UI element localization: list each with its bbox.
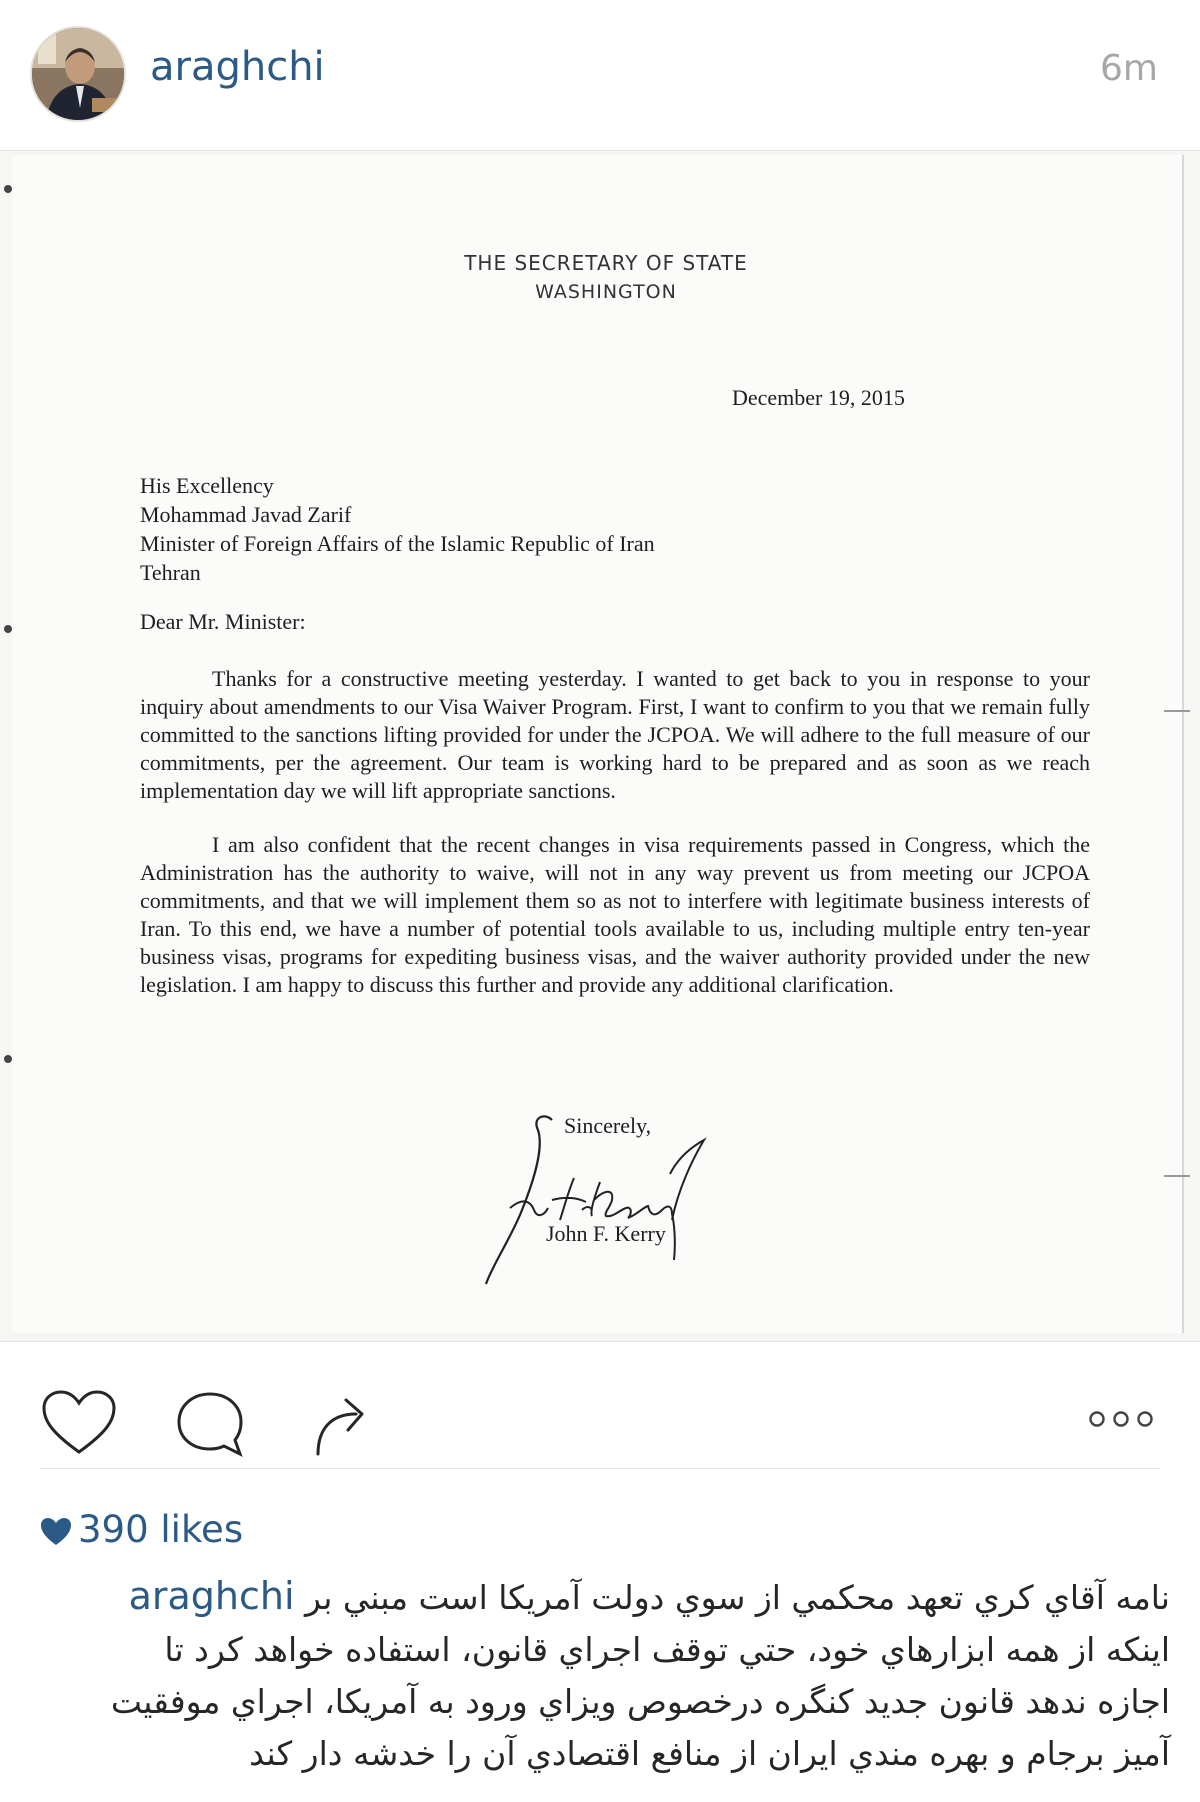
- letter-paragraph-1: Thanks for a constructive meeting yesterday. I wanted to get back to you in response to your inquiry about amendments to our Visa Waiver Program. First, I want to confirm to you that we remain fully committed to the sanctions lifting provided for under the JCPOA. We will adhere to the full measure of our commitments, per the agreement. Our team is working hard to be prepared and as soon as we reach implementation day we will lift appropriate sanctions.: [140, 666, 1090, 803]
- post-header: [0, 0, 1200, 150]
- letter-document: [12, 155, 1182, 1333]
- scan-edge-mark: [4, 625, 12, 633]
- address-line: Minister of Foreign Affairs of the Islamic Republic of Iran: [140, 531, 655, 556]
- scan-edge-mark: [4, 1055, 12, 1063]
- post-photo[interactable]: [0, 150, 1200, 1342]
- comment-bubble-icon[interactable]: [174, 1388, 246, 1460]
- letter-address: [140, 471, 655, 587]
- address-line: Mohammad Javad Zarif: [140, 502, 352, 527]
- actions-divider: [40, 1468, 1160, 1469]
- caption-line: آميز برجام و بهره مندي ايران از منافع اقتصادي آن را خدشه دار كند: [249, 1734, 1170, 1773]
- caption-line: اجازه ندهد قانون جديد كنگره درخصوص ويزاي ورود به آمريكا، اجراي موفقيت: [110, 1682, 1170, 1721]
- letter-paragraph-2: I am also confident that the recent changes in visa requirements passed in Congress, which the Administration has the authority to waive, will not in any way prevent us from meeting our JCPOA commitments, and that we will implement them so as not to interfere with legitimate business interests of Iran. To this end, we have a number of potential tools available to us, including multiple entry ten-year business visas, programs for expediting business visas, and the waiver authority provided under the new legislation. I am happy to discuss this further and provide any additional clarification.: [140, 832, 1090, 997]
- letter-date: December 19, 2015: [732, 385, 905, 410]
- scan-edge-mark: [1164, 1175, 1190, 1177]
- share-arrow-icon[interactable]: [310, 1388, 376, 1458]
- likes-text: 390 likes: [78, 1508, 244, 1551]
- post-timestamp: 6m: [1100, 48, 1158, 89]
- avatar[interactable]: [32, 28, 124, 120]
- address-line: Tehran: [140, 560, 201, 585]
- letterhead-title: THE SECRETARY OF STATE: [464, 251, 748, 275]
- address-line: His Excellency: [140, 473, 274, 498]
- letter-closing: Sincerely,: [564, 1113, 652, 1138]
- caption-line: اينكه از همه ابزارهاي خود، حتي توقف اجراي قانون، استفاده خواهد كرد تا: [164, 1630, 1170, 1669]
- letterhead-city: WASHINGTON: [535, 281, 677, 303]
- scan-edge-mark: [1164, 710, 1190, 712]
- scan-edge-mark: [4, 185, 12, 193]
- avatar-photo: [32, 28, 124, 120]
- letter-signer: John F. Kerry: [546, 1221, 666, 1246]
- likes-count[interactable]: [40, 1508, 243, 1551]
- caption-line-text: نامه آقاي كري تعهد محكمي از سوي دولت آمريكا است مبني بر: [305, 1578, 1170, 1617]
- post-username[interactable]: araghchi: [150, 44, 325, 90]
- caption-username[interactable]: araghchi: [128, 1574, 295, 1618]
- post-caption: [40, 1570, 1170, 1780]
- more-dots-icon[interactable]: [1088, 1408, 1154, 1430]
- heart-filled-icon: [40, 1517, 72, 1547]
- caption-line: [40, 1570, 1170, 1624]
- handwritten-signature: [482, 1090, 742, 1290]
- letter-salutation: Dear Mr. Minister:: [140, 609, 306, 634]
- heart-outline-icon[interactable]: [40, 1388, 118, 1456]
